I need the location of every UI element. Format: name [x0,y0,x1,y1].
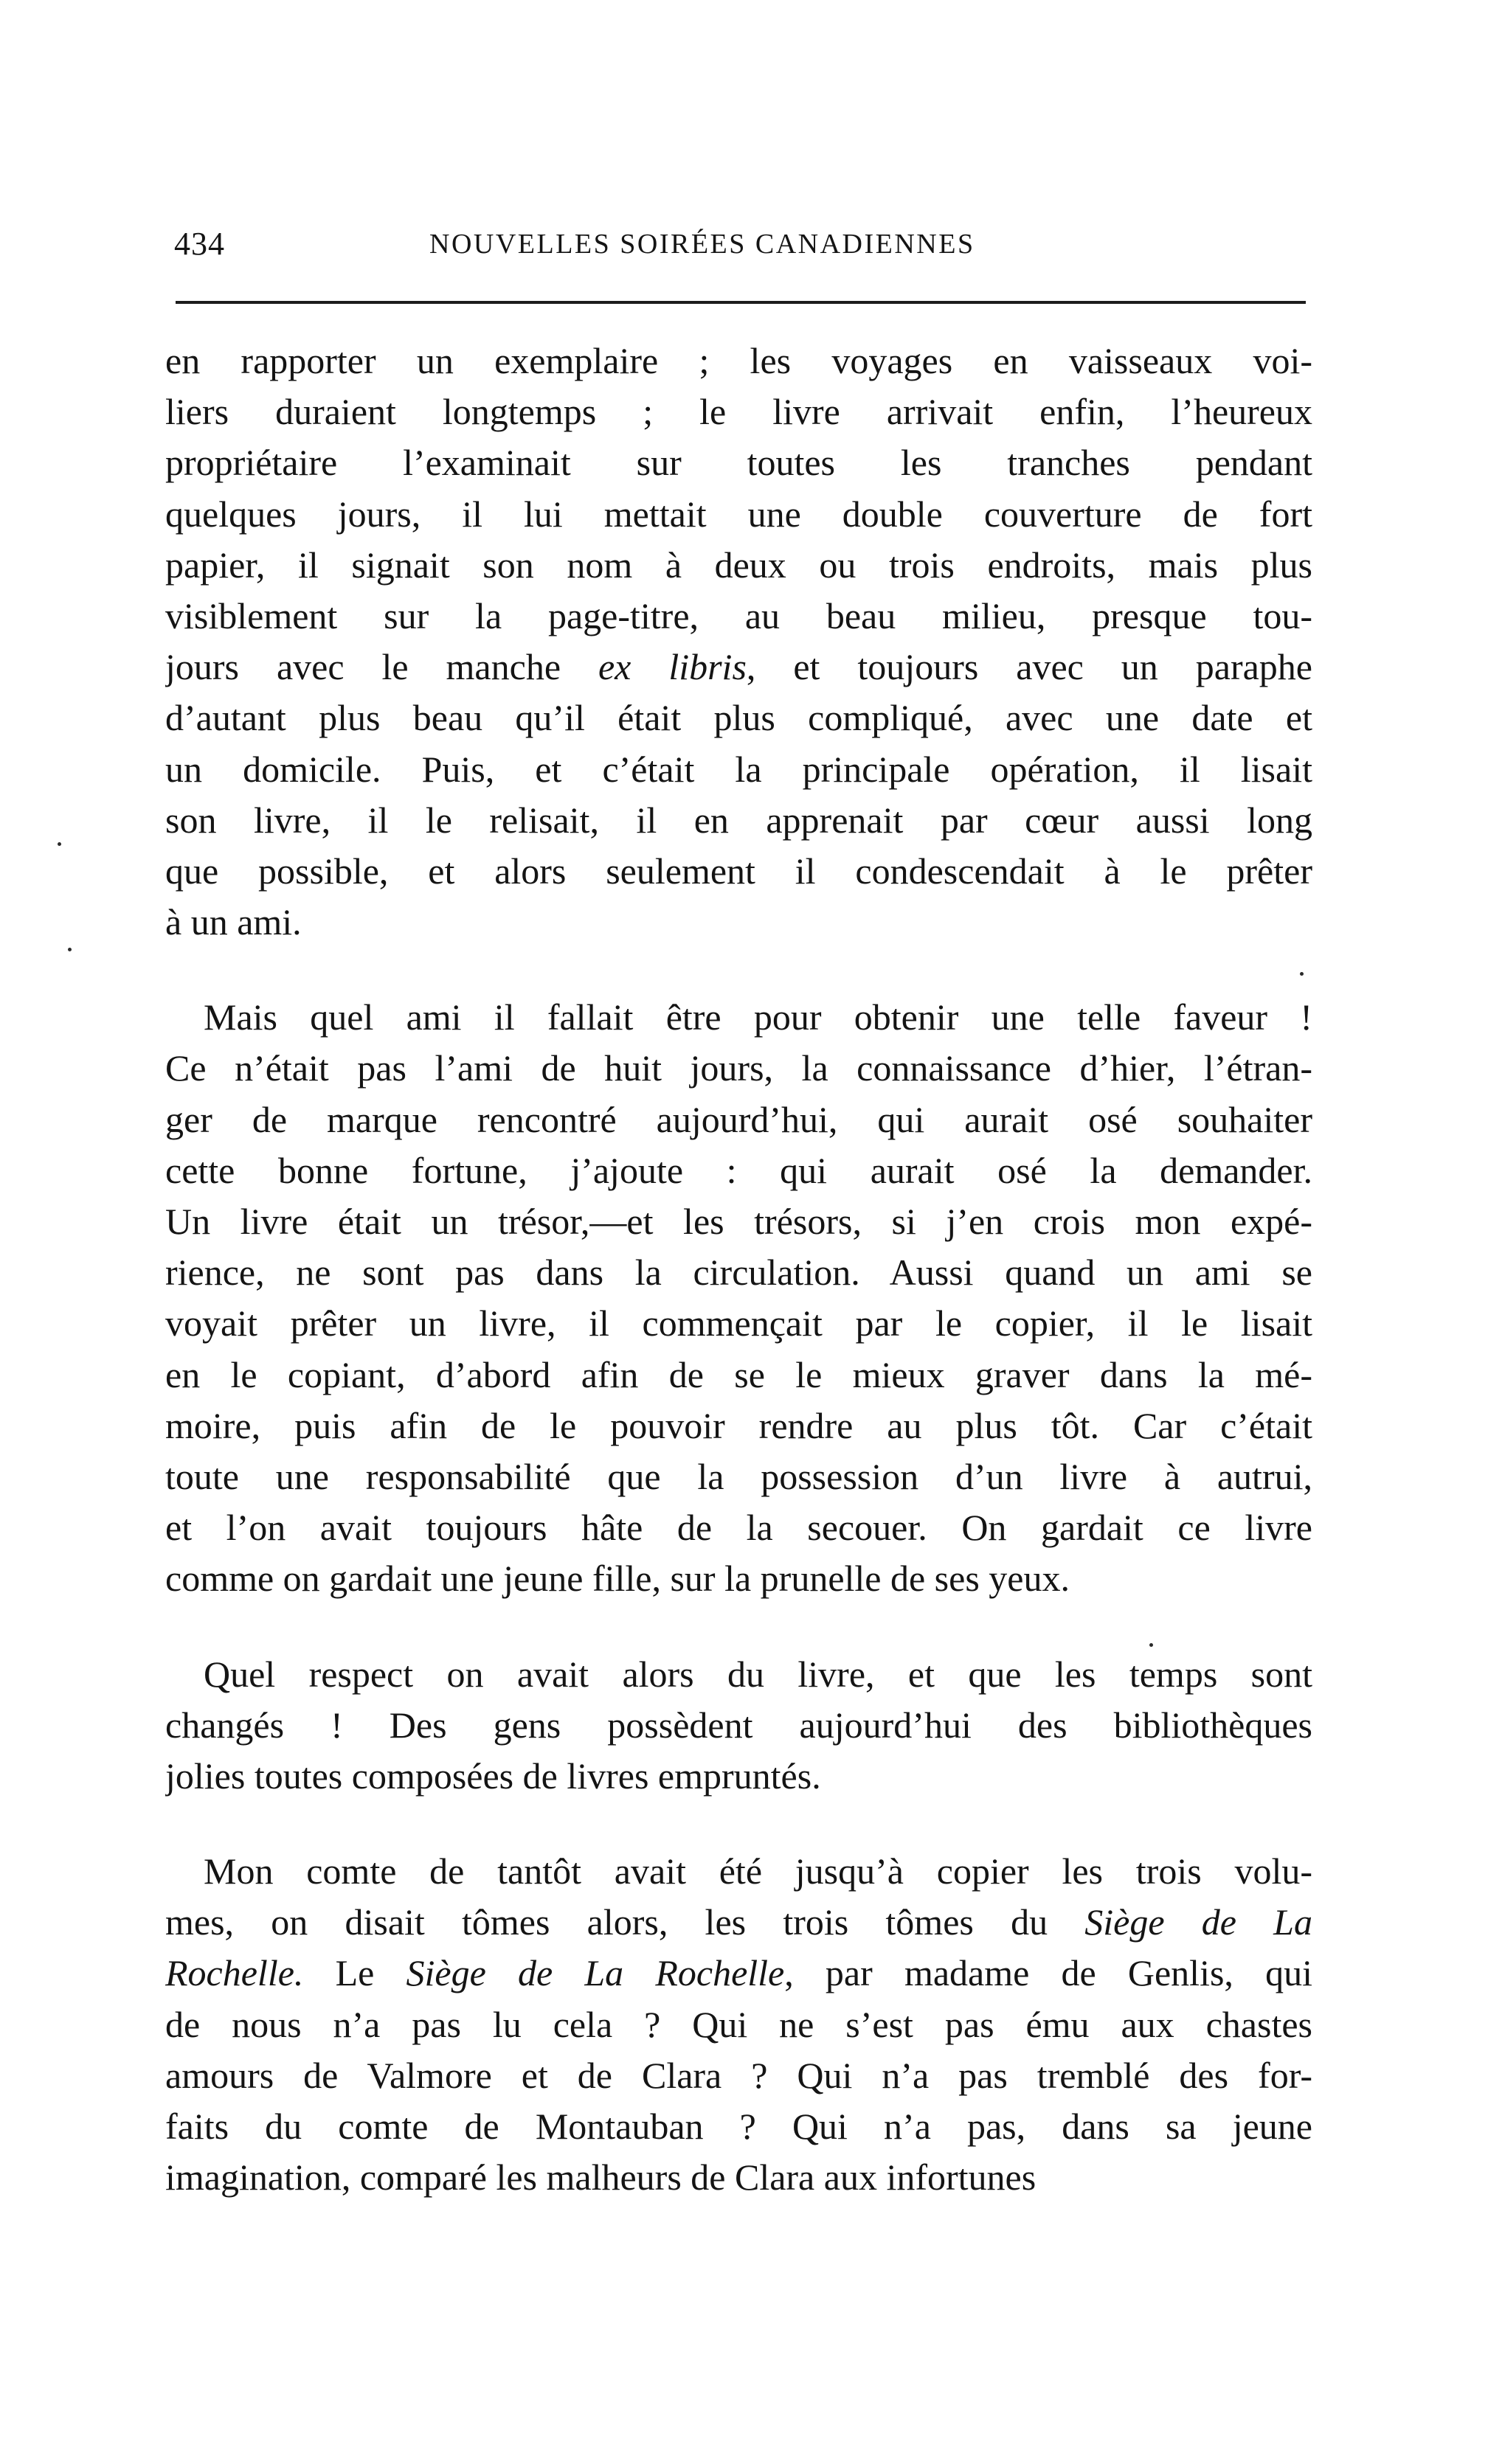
paragraph [165,1846,1312,2203]
text-line: Quel respect on avait alors du livre, et que les temps sont [204,1653,1312,1695]
running-title: NOUVELLES SOIRÉES CANADIENNES [429,229,975,260]
margin-speck [58,842,61,846]
text-line: d’autant plus beau qu’il était plus compliqué, avec une date et [165,697,1312,739]
text-line: jolies toutes composées de livres empruntés. [165,1755,821,1797]
text-line: Mon comte de tantôt avait été jusqu’à copier les trois volu- [204,1850,1312,1892]
margin-speck [68,948,72,951]
text-line: propriétaire l’examinait sur toutes les tranches pendant [165,442,1312,484]
text-line: Rochelle. Le Siège de La Rochelle, par madame de Genlis, qui [165,1952,1312,1994]
margin-speck [1300,972,1304,976]
text-line: son livre, il le relisait, il en apprenait par cœur aussi long [165,799,1312,841]
text-line: faits du comte de Montauban ? Qui n’a pas, dans sa jeune [165,2106,1312,2147]
text-line: rience, ne sont pas dans la circulation. Aussi quand un ami se [165,1252,1312,1294]
paragraph [165,992,1312,1604]
text-line: cette bonne fortune, j’ajoute : qui aurait osé la demander. [165,1149,1312,1191]
text-line: voyait prêter un livre, il commençait par le copier, il le lisait [165,1302,1312,1344]
paragraph [165,1649,1312,1802]
text-line: toute une responsabilité que la possession d’un livre à autrui, [165,1455,1312,1497]
paragraph [165,336,1312,948]
text-line: visiblement sur la page-titre, au beau milieu, presque tou- [165,594,1312,636]
text-line: à un ami. [165,901,302,943]
text-line: quelques jours, il lui mettait une double couverture de fort [165,493,1312,535]
text-line: que possible, et alors seulement il condescendait à le prêter [165,850,1312,892]
text-line: changés ! Des gens possèdent aujourd’hui des bibliothèques [165,1704,1312,1746]
text-line: Ce n’était pas l’ami de huit jours, la connaissance d’hier, l’étran- [165,1047,1312,1089]
margin-speck [1149,1643,1153,1647]
text-line: ger de marque rencontré aujourd’hui, qui aurait osé souhaiter [165,1098,1312,1140]
text-line: un domicile. Puis, et c’était la principale opération, il lisait [165,748,1312,790]
text-line: et l’on avait toujours hâte de la secouer. On gardait ce livre [165,1507,1312,1549]
text-line: en rapporter un exemplaire ; les voyages en vaisseaux voi- [165,340,1312,381]
text-line: jours avec le manche ex libris, et toujours avec un paraphe [165,646,1312,688]
text-line: comme on gardait une jeune fille, sur la prunelle de ses yeux. [165,1558,1070,1600]
text-line: imagination, comparé les malheurs de Clara aux infortunes [165,2156,1037,2198]
text-line: liers duraient longtemps ; le livre arrivait enfin, l’heureux [165,391,1312,433]
text-line: en le copiant, d’abord afin de se le mieux graver dans la mé- [165,1353,1312,1395]
text-line: de nous n’a pas lu cela ? Qui ne s’est pas ému aux chastes [165,2003,1312,2045]
page-header [171,225,1307,269]
text-line: mes, on disait tômes alors, les trois tômes du Siège de La [165,1901,1312,1943]
body-text [165,336,1312,2203]
text-line: papier, il signait son nom à deux ou trois endroits, mais plus [165,544,1312,586]
text-line: Mais quel ami il fallait être pour obtenir une telle faveur ! [204,996,1312,1038]
text-line: moire, puis afin de le pouvoir rendre au plus tôt. Car c’était [165,1404,1312,1446]
text-line: amours de Valmore et de Clara ? Qui n’a pas tremblé des for- [165,2054,1312,2096]
page-number: 434 [174,226,225,262]
header-rule [176,301,1306,304]
text-line: Un livre était un trésor,—et les trésors, si j’en crois mon expé- [165,1201,1312,1242]
